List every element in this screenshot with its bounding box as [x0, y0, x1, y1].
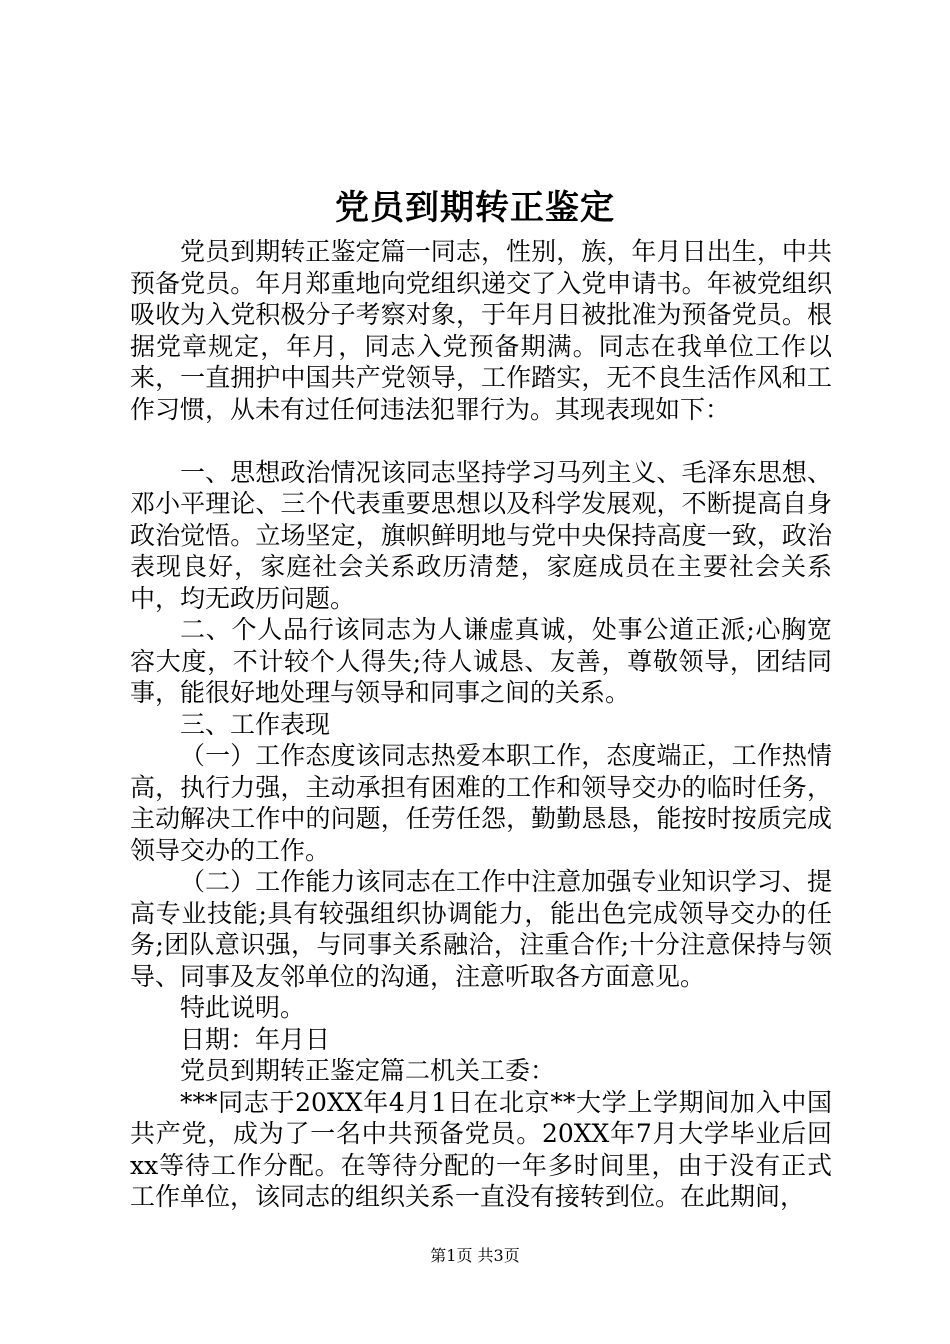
paragraph-character: 二、个人品行该同志为人谦虚真诚，处事公道正派;心胸宽容大度，不计较个人得失;待人诚恳、友善，尊敬领导，团结同事，能很好地处理与领导和同事之间的关系。 [130, 615, 832, 707]
page-footer: 第1页 共3页 [430, 1246, 520, 1265]
paragraph-statement: 特此说明。 [180, 993, 306, 1022]
paragraph-intro: 党员到期转正鉴定篇一同志，性别，族，年月日出生，中共预备党员。年月郑重地向党组织递交了入党申请书。年被党组织吸收为入党积极分子考察对象，于年月日被批准为预备党员。根据党章规定，年月，同志入党预备期满。同志在我单位工作以来，一直拥护中国共产党领导，工作踏实，无不良生活作风和工作习惯，从未有过任何违法犯罪行为。其现表现如下： [130, 237, 832, 424]
paragraph-work-attitude: （一）工作态度该同志热爱本职工作，态度端正，工作热情高，执行力强，主动承担有困难的工作和领导交办的临时任务，主动解决工作中的问题，任劳任怨，勤勤恳恳，能按时按质完成领导交办的工作。 [130, 741, 832, 865]
paragraph-work-ability: （二）工作能力该同志在工作中注意加强专业知识学习、提高专业技能;具有较强组织协调能力，能出色完成领导交办的任务;团队意识强，与同事关系融洽，注重合作;十分注意保持与领导、同事及友邻单位的沟通，注意听取各方面意见。 [130, 867, 832, 991]
paragraph-date: 日期：年月日 [180, 1024, 331, 1054]
document-body [130, 236, 832, 1213]
document-title: 党员到期转正鉴定 [335, 188, 615, 228]
paragraph-work-heading: 三、工作表现 [180, 709, 331, 739]
paragraph-part-two-body: ***同志于20XX年4月1日在北京**大学上学期间加入中国共产党，成为了一名中共预备党员。20XX年7月大学毕业后回xx等待工作分配。在等待分配的一年多时间里，由于没有正式工作单位，该同志的组织关系一直没有接转到位。在此期间， [130, 1087, 832, 1211]
paragraph-political: 一、思想政治情况该同志坚持学习马列主义、毛泽东思想、邓小平理论、三个代表重要思想以及科学发展观，不断提高自身政治觉悟。立场坚定，旗帜鲜明地与党中央保持高度一致，政治表现良好，家庭社会关系政历清楚，家庭成员在主要社会关系中，均无政历问题。 [130, 457, 832, 613]
paragraph-part-two-heading: 党员到期转正鉴定篇二机关工委： [180, 1056, 556, 1085]
